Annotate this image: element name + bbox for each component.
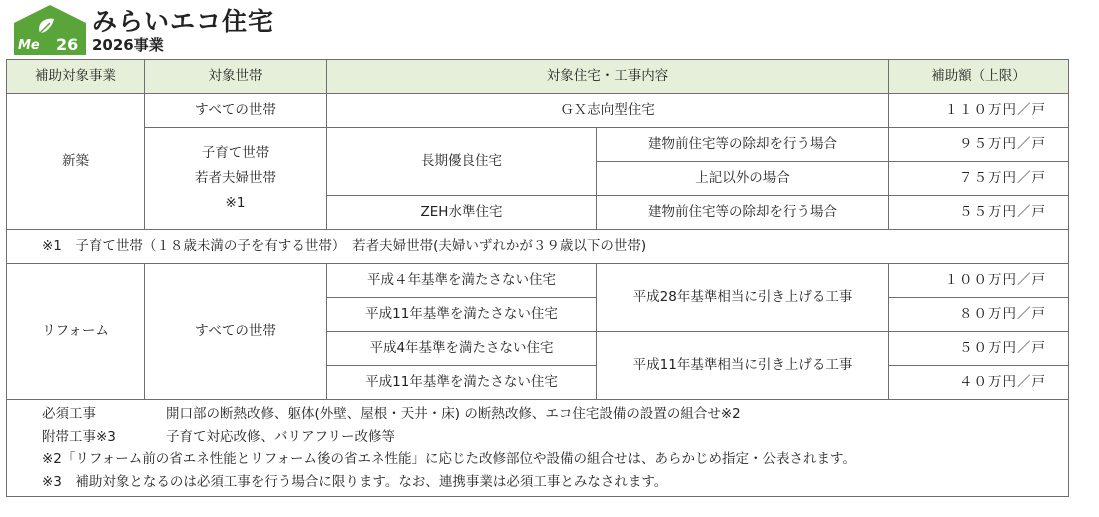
reform-target: 平成11年基準を満たさない住宅 bbox=[327, 366, 597, 400]
header-work: 対象住宅・工事内容 bbox=[327, 60, 889, 94]
chouki-demolish-amount: ９５万円／戸 bbox=[889, 128, 1069, 162]
incidental-work-line bbox=[42, 426, 1068, 449]
header-category: 補助対象事業 bbox=[7, 60, 145, 94]
reform-target: 平成４年基準を満たさない住宅 bbox=[327, 264, 597, 298]
household-family-line: 子育て世帯 bbox=[201, 145, 270, 161]
chouki-other-amount: ７５万円／戸 bbox=[889, 162, 1069, 196]
header-household: 対象世帯 bbox=[145, 60, 327, 94]
reform-target: 平成4年基準を満たさない住宅 bbox=[327, 332, 597, 366]
reform-amount: ８０万円／戸 bbox=[889, 298, 1069, 332]
reform-amount: ４０万円／戸 bbox=[889, 366, 1069, 400]
reform-amount: ５０万円／戸 bbox=[889, 332, 1069, 366]
chouki-house: 長期優良住宅 bbox=[327, 128, 597, 196]
reform-work-h11: 平成11年基準相当に引き上げる工事 bbox=[597, 332, 889, 400]
category-reform: リフォーム bbox=[7, 264, 145, 400]
header bbox=[0, 0, 1099, 60]
table-row bbox=[7, 128, 1069, 162]
required-work-text: 開口部の断熱改修、躯体(外壁、屋根・天井・床) の断熱改修、エコ住宅設備の設置の組合せ※2 bbox=[166, 406, 741, 422]
table-row bbox=[7, 264, 1069, 298]
household-family-line: 若者夫婦世帯 bbox=[195, 170, 276, 186]
household-all: すべての世帯 bbox=[145, 94, 327, 128]
table-row bbox=[7, 230, 1069, 264]
subsidy-table bbox=[6, 59, 1069, 497]
note-household-definition: ※1 子育て世帯（１８歳未満の子を有する世帯） 若者夫婦世帯(夫婦いずれかが３９歳以下の世帯) bbox=[7, 230, 1069, 264]
header-amount: 補助額（上限） bbox=[889, 60, 1069, 94]
incidental-work-text: 子育て対応改修、バリアフリー改修等 bbox=[166, 428, 395, 445]
table-row bbox=[7, 400, 1069, 497]
household-family bbox=[145, 128, 327, 230]
brand-subtitle: 2026事業 bbox=[92, 36, 164, 54]
incidental-work-label: 附帯工事※3 bbox=[42, 428, 116, 445]
brand-title: みらいエコ住宅 bbox=[92, 7, 275, 36]
required-work-line bbox=[42, 403, 1068, 426]
reform-amount: １００万円／戸 bbox=[889, 264, 1069, 298]
required-work-label: 必須工事 bbox=[42, 406, 96, 422]
zeh-amount: ５５万円／戸 bbox=[889, 196, 1069, 230]
table-header-row bbox=[7, 60, 1069, 94]
note-3: ※3 補助対象となるのは必須工事を行う場合に限ります。なお、連携事業は必須工事とみなされます。 bbox=[42, 473, 668, 490]
note-2: ※2「リフォーム前の省エネ性能とリフォーム後の省エネ性能」に応じた改修部位や設備の組合せは、あらかじめ指定・公表されます。 bbox=[42, 451, 856, 467]
table-row bbox=[7, 94, 1069, 128]
svg-text:26: 26 bbox=[56, 35, 79, 54]
svg-text:Me: Me bbox=[18, 38, 40, 53]
household-family-line: ※1 bbox=[225, 195, 246, 211]
category-shinchiku: 新築 bbox=[7, 94, 145, 230]
zeh-house: ZEH水準住宅 bbox=[327, 196, 597, 230]
gx-amount: １１０万円／戸 bbox=[889, 94, 1069, 128]
reform-notes bbox=[7, 400, 1069, 497]
reform-household: すべての世帯 bbox=[145, 264, 327, 400]
zeh-demolish: 建物前住宅等の除却を行う場合 bbox=[597, 196, 889, 230]
chouki-demolish: 建物前住宅等の除却を行う場合 bbox=[597, 128, 889, 162]
reform-work-h28: 平成28年基準相当に引き上げる工事 bbox=[597, 264, 889, 332]
logo-icon bbox=[10, 3, 86, 55]
reform-target: 平成11年基準を満たさない住宅 bbox=[327, 298, 597, 332]
chouki-other: 上記以外の場合 bbox=[597, 162, 889, 196]
gx-house: ＧＸ志向型住宅 bbox=[327, 94, 889, 128]
